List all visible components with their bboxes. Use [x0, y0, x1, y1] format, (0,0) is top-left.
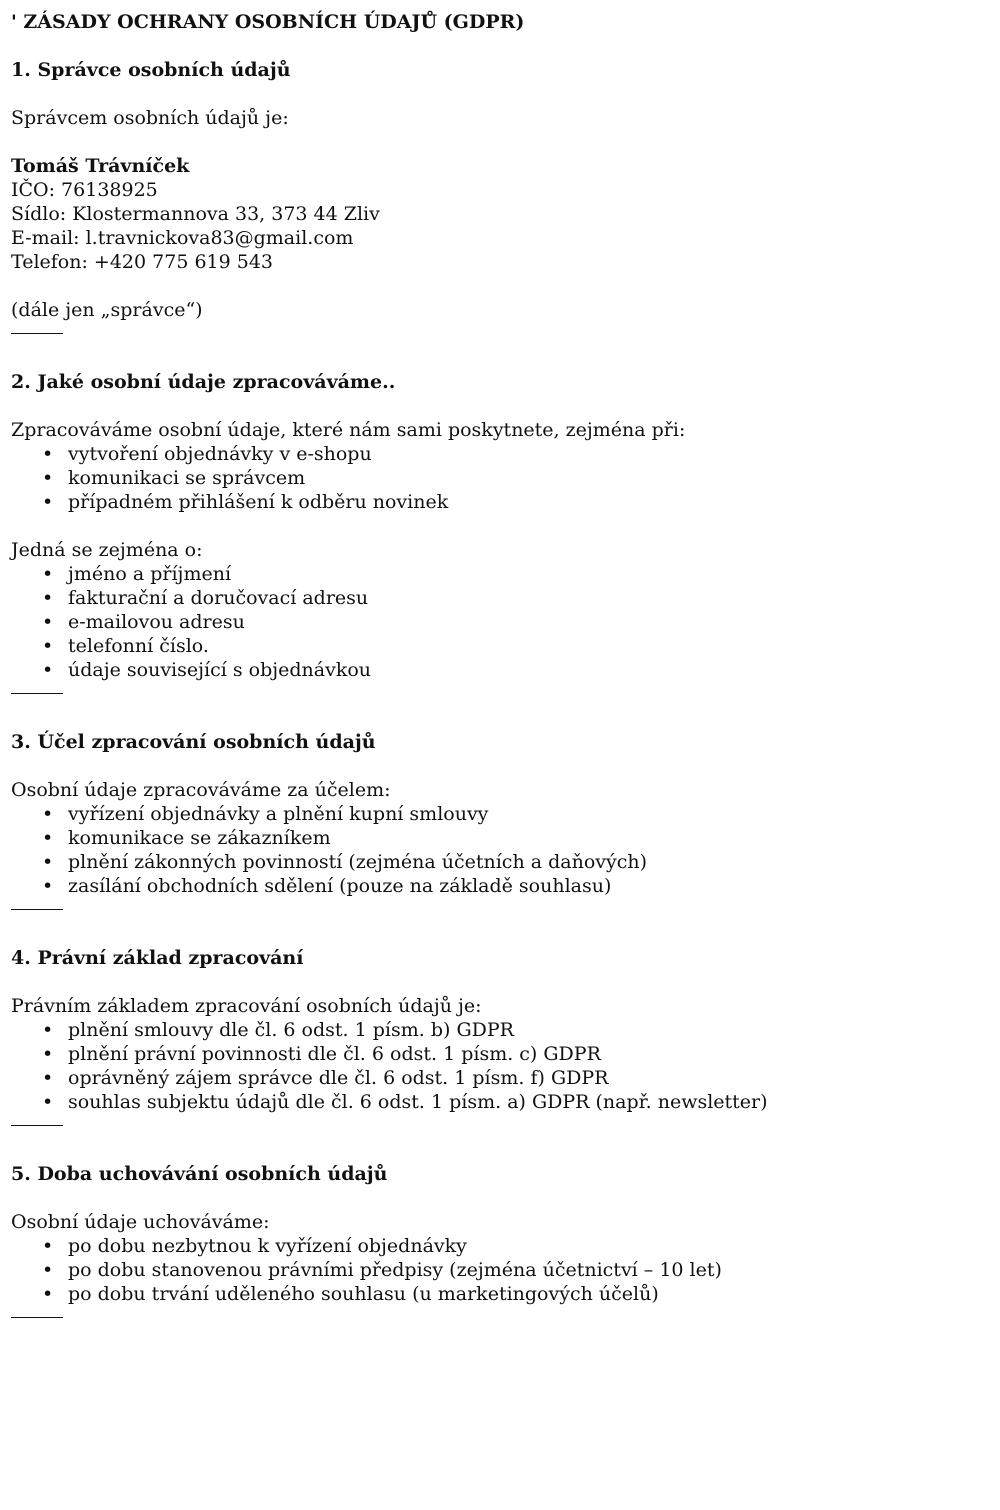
- section-data-processed: [11, 370, 991, 694]
- list-item: • fakturační a doručovací adresu: [11, 586, 991, 610]
- paragraph: Osobní údaje uchováváme:: [11, 1211, 270, 1233]
- bullet-list: [11, 1018, 991, 1114]
- list-item: • plnění právní povinnosti dle čl. 6 odst. 1 písm. c) GDPR: [11, 1042, 991, 1066]
- divider: [11, 693, 63, 694]
- list-item: • po dobu stanovenou právními předpisy (zejména účetnictví – 10 let): [11, 1258, 991, 1282]
- document: [11, 10, 991, 1354]
- section-heading: 5. Doba uchovávání osobních údajů: [11, 1163, 388, 1185]
- section-legal-basis: [11, 946, 991, 1126]
- controller-email: E-mail: l.travnickova83@gmail.com: [11, 227, 354, 249]
- section-retention: [11, 1162, 991, 1318]
- list-item: • vytvoření objednávky v e-shopu: [11, 442, 991, 466]
- controller-phone: Telefon: +420 775 619 543: [11, 251, 274, 273]
- list-item: • případném přihlášení k odběru novinek: [11, 490, 991, 514]
- list-item: • plnění zákonných povinností (zejména účetních a daňových): [11, 850, 991, 874]
- spacer: [11, 130, 991, 154]
- list-item: • po dobu trvání uděleného souhlasu (u marketingových účelů): [11, 1282, 991, 1306]
- section-controller: [11, 58, 991, 334]
- section-purpose: [11, 730, 991, 910]
- controller-name: Tomáš Trávníček: [11, 155, 190, 177]
- paragraph: (dále jen „správce“): [11, 299, 203, 321]
- list-item: • po dobu nezbytnou k vyřízení objednávky: [11, 1234, 991, 1258]
- section-heading: 1. Správce osobních údajů: [11, 59, 291, 81]
- list-item: • oprávněný zájem správce dle čl. 6 odst. 1 písm. f) GDPR: [11, 1066, 991, 1090]
- spacer: [11, 274, 991, 298]
- list-item: • telefonní číslo.: [11, 634, 991, 658]
- divider: [11, 909, 63, 910]
- bullet-list: [11, 562, 991, 682]
- spacer: [11, 514, 991, 538]
- divider: [11, 333, 63, 334]
- bullet-list: [11, 442, 991, 514]
- list-item: • komunikace se zákazníkem: [11, 826, 991, 850]
- list-item: • souhlas subjektu údajů dle čl. 6 odst. 1 písm. a) GDPR (např. newsletter): [11, 1090, 991, 1114]
- document-title: ' ZÁSADY OCHRANY OSOBNÍCH ÚDAJŮ (GDPR): [11, 11, 525, 33]
- bullet-list: [11, 1234, 991, 1306]
- list-item: • jméno a příjmení: [11, 562, 991, 586]
- controller-ico: IČO: 76138925: [11, 179, 158, 201]
- divider: [11, 1125, 63, 1126]
- paragraph: Jedná se zejména o:: [11, 539, 203, 561]
- paragraph: Správcem osobních údajů je:: [11, 107, 289, 129]
- section-heading: 3. Účel zpracování osobních údajů: [11, 731, 376, 753]
- divider: [11, 1317, 63, 1318]
- list-item: • komunikaci se správcem: [11, 466, 991, 490]
- list-item: • zasílání obchodních sdělení (pouze na základě souhlasu): [11, 874, 991, 898]
- paragraph: Osobní údaje zpracováváme za účelem:: [11, 779, 391, 801]
- paragraph: Zpracováváme osobní údaje, které nám sami poskytnete, zejména při:: [11, 419, 686, 441]
- bullet-list: [11, 802, 991, 898]
- list-item: • vyřízení objednávky a plnění kupní smlouvy: [11, 802, 991, 826]
- paragraph: Právním základem zpracování osobních údajů je:: [11, 995, 482, 1017]
- list-item: • e-mailovou adresu: [11, 610, 991, 634]
- list-item: • plnění smlouvy dle čl. 6 odst. 1 písm. b) GDPR: [11, 1018, 991, 1042]
- controller-address: Sídlo: Klostermannova 33, 373 44 Zliv: [11, 203, 380, 225]
- section-heading: 4. Právní základ zpracování: [11, 947, 304, 969]
- section-heading: 2. Jaké osobní údaje zpracováváme..: [11, 371, 396, 393]
- list-item: • údaje související s objednávkou: [11, 658, 991, 682]
